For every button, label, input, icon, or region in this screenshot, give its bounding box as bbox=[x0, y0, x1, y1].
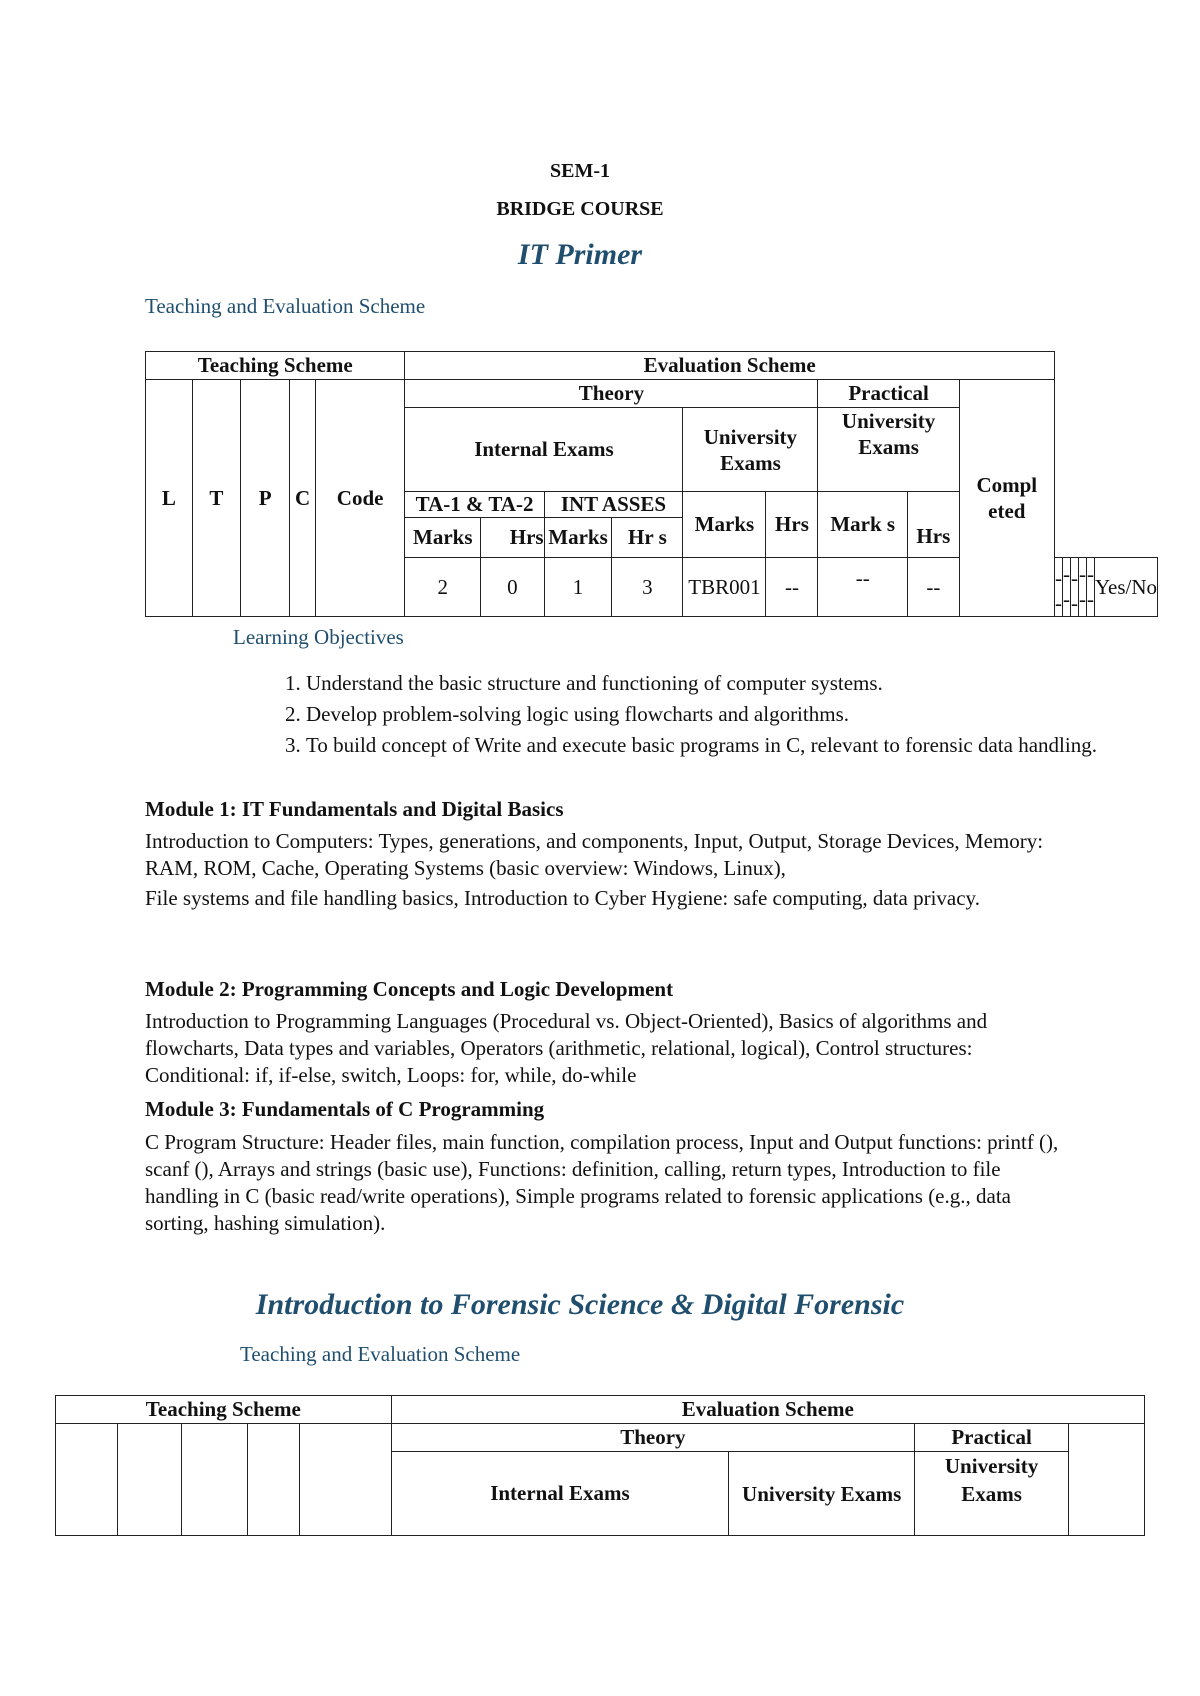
module-text: File systems and file handling basics, Introduction to Cyber Hygiene: safe computing, data privacy. bbox=[145, 886, 980, 910]
course-type: BRIDGE COURSE bbox=[496, 198, 664, 220]
hrs-2: Hr s bbox=[612, 518, 683, 558]
module-text: C Program Structure: Header files, main function, compilation process, Input and Output functions: printf (), scanf (), Arrays and strings (basic use), Functions: definition, calling, return types, Introduction to file handling in C (basic read/write operations), Simple programs related to forensic applications (e.g., data sorting, hashing simulation). bbox=[145, 1130, 1059, 1235]
theory-header: Theory bbox=[391, 1424, 915, 1452]
second-scheme-heading: Teaching and Evaluation Scheme bbox=[240, 1342, 521, 1366]
value-ta-hrs: -- bbox=[818, 558, 908, 617]
university-exams-theory-header: University Exams bbox=[683, 408, 818, 492]
marks-3: Marks bbox=[683, 492, 766, 558]
col-l: L bbox=[146, 380, 193, 617]
module-title: Module 2: Programming Concepts and Logic Development bbox=[145, 977, 674, 1001]
col-t: T bbox=[192, 380, 240, 617]
internal-exams-header: Internal Exams bbox=[405, 408, 683, 492]
marks-4: Mark s bbox=[818, 492, 908, 558]
empty-cell bbox=[1069, 1424, 1145, 1536]
scheme-table bbox=[145, 351, 1158, 617]
value-p: 1 bbox=[544, 558, 612, 617]
empty-cell bbox=[299, 1424, 391, 1536]
hrs-1: Hrs bbox=[481, 518, 545, 558]
objective-item: 2. Develop problem-solving logic using flowcharts and algorithms. bbox=[306, 699, 1106, 730]
university-exams-practical-header: University Exams bbox=[818, 408, 959, 492]
col-code: Code bbox=[315, 380, 405, 617]
empty-cell bbox=[56, 1424, 118, 1536]
practical-header: Practical bbox=[915, 1424, 1069, 1452]
semester-label: SEM-1 bbox=[550, 160, 610, 182]
practical-header: Practical bbox=[818, 380, 959, 408]
teaching-scheme-header: Teaching Scheme bbox=[146, 352, 405, 380]
value-c: 3 bbox=[612, 558, 683, 617]
internal-exams-header: Internal Exams bbox=[391, 1452, 729, 1536]
subject-title: IT Primer bbox=[517, 238, 643, 271]
module-title: Module 3: Fundamentals of C Programming bbox=[145, 1097, 545, 1121]
empty-cell bbox=[181, 1424, 247, 1536]
university-exams-theory-header: University Exams bbox=[729, 1452, 915, 1536]
evaluation-scheme-header: Evaluation Scheme bbox=[405, 352, 1054, 380]
value-prac-marks: -- bbox=[1078, 558, 1086, 617]
marks-1: Marks bbox=[405, 518, 481, 558]
evaluation-scheme-header: Evaluation Scheme bbox=[391, 1396, 1144, 1424]
learning-objectives-heading: Learning Objectives bbox=[233, 625, 404, 649]
value-int-marks: -- bbox=[907, 558, 959, 617]
university-exams-practical-header: University Exams bbox=[915, 1452, 1069, 1536]
module-text: Introduction to Computers: Types, generations, and components, Input, Output, Storage Devices, Memory: RAM, ROM, Cache, Operating Systems (basic overview: Windows, Linux), bbox=[145, 829, 1044, 880]
value-l: 2 bbox=[405, 558, 481, 617]
teaching-scheme-header: Teaching Scheme bbox=[56, 1396, 392, 1424]
value-completed: Yes/No bbox=[1094, 558, 1157, 617]
col-c: C bbox=[290, 380, 315, 617]
scheme-heading: Teaching and Evaluation Scheme bbox=[145, 294, 426, 318]
value-code: TBR001 bbox=[683, 558, 766, 617]
empty-cell bbox=[117, 1424, 181, 1536]
module-text: Introduction to Programming Languages (Procedural vs. Object-Oriented), Basics of algorithms and flowcharts, Data types and variables, Operators (arithmetic, relational, logical), Control structures: Conditional: if, if-else, switch, Loops: for, while, do-while bbox=[145, 1009, 988, 1087]
objective-item: 1. Understand the basic structure and functioning of computer systems. bbox=[306, 668, 1106, 699]
completed-header: Compl eted bbox=[959, 380, 1054, 617]
int-asses-header: INT ASSES bbox=[544, 492, 683, 518]
marks-2: Marks bbox=[544, 518, 612, 558]
value-t: 0 bbox=[481, 558, 545, 617]
module-3 bbox=[145, 1096, 1065, 1237]
value-prac-hrs: -- bbox=[1086, 558, 1094, 617]
value-int-hrs: -- bbox=[1054, 558, 1062, 617]
value-uni-marks: -- bbox=[1062, 558, 1070, 617]
value-uni-hrs: -- bbox=[1070, 558, 1078, 617]
empty-cell bbox=[247, 1424, 299, 1536]
module-title: Module 1: IT Fundamentals and Digital Basics bbox=[145, 797, 564, 821]
objective-item: 3. To build concept of Write and execute basic programs in C, relevant to forensic data handling. bbox=[306, 730, 1106, 761]
second-course-title: Introduction to Forensic Science & Digital Forensic bbox=[255, 1288, 905, 1321]
module-2 bbox=[145, 976, 1065, 1089]
hrs-4: Hrs bbox=[907, 492, 959, 558]
theory-header: Theory bbox=[405, 380, 818, 408]
hrs-3: Hrs bbox=[766, 492, 818, 558]
ta-header: TA-1 & TA-2 bbox=[405, 492, 544, 518]
module-1 bbox=[145, 796, 1065, 912]
scheme-table-2 bbox=[55, 1395, 1145, 1536]
value-ta-marks: -- bbox=[766, 558, 818, 617]
objectives-list bbox=[260, 668, 1106, 761]
col-p: P bbox=[240, 380, 290, 617]
